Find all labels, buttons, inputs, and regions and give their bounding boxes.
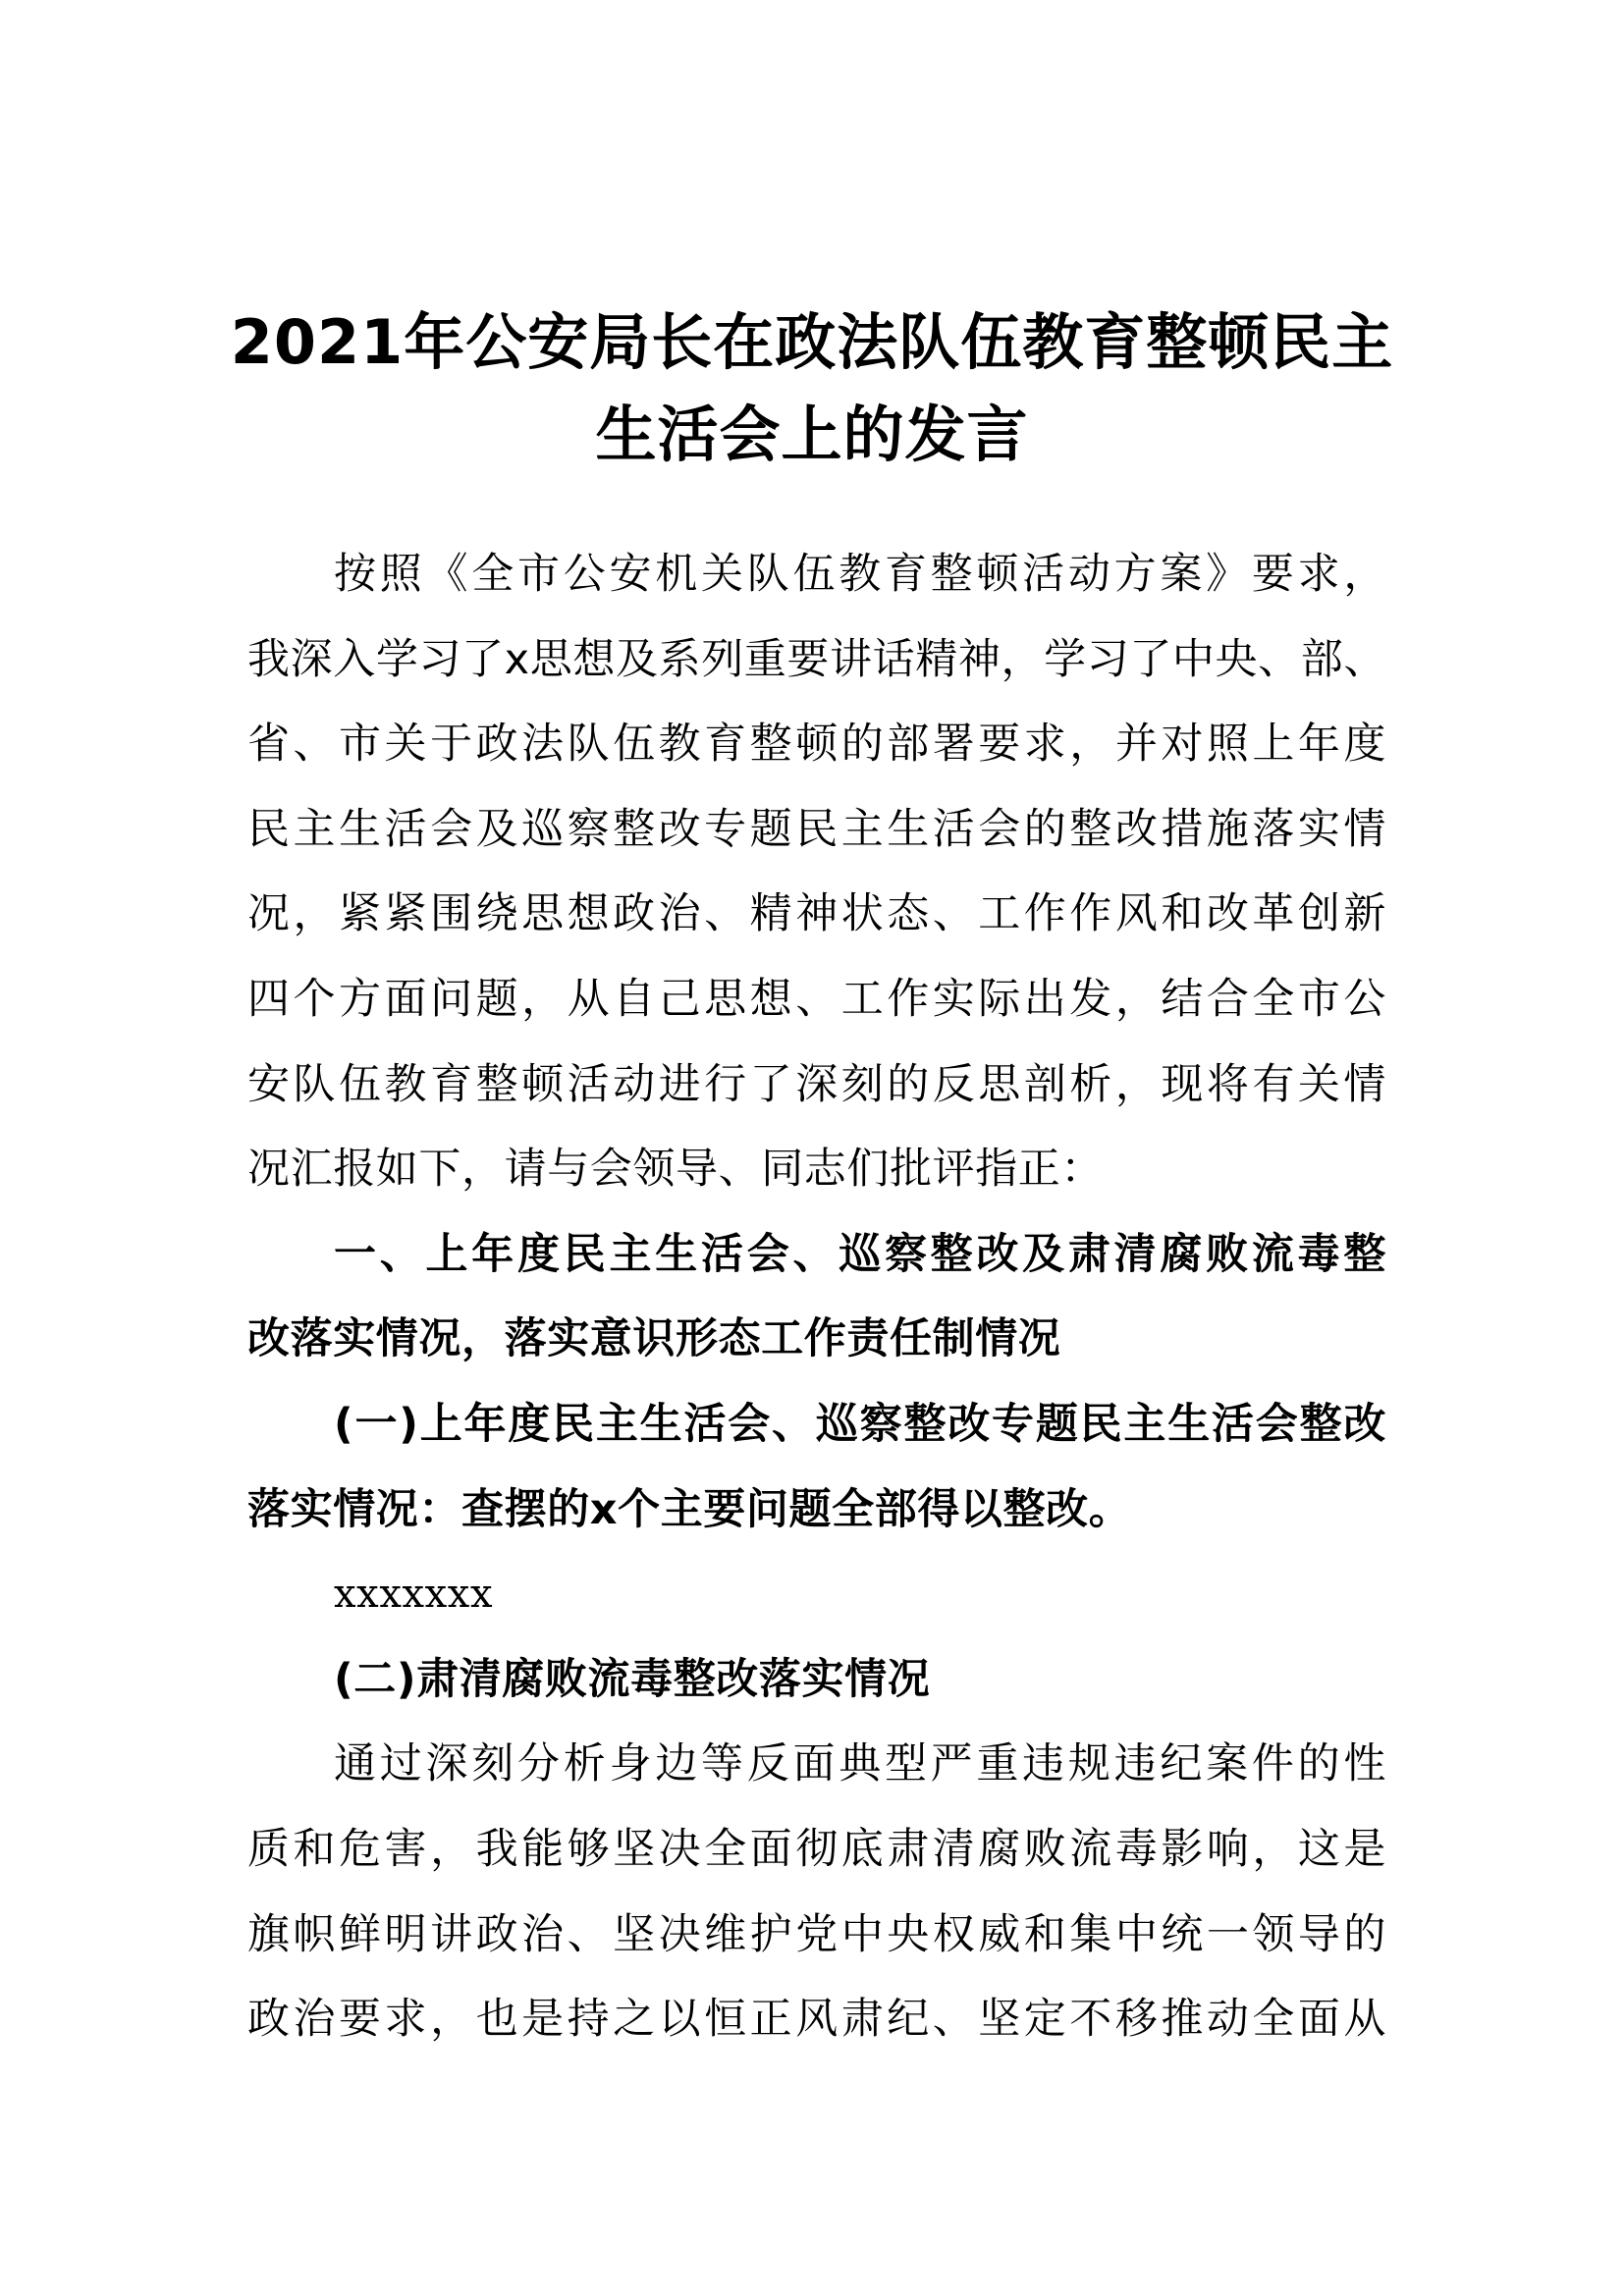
heading-line: (二)肃清腐败流毒整改落实情况 <box>334 1654 931 1704</box>
paragraph-line: 省、市关于政法队伍教育整顿的部署要求，并对照上年度 <box>247 720 1386 770</box>
heading-line: 一、上年度民主生活会、巡察整改及肃清腐败流毒整 <box>334 1229 1386 1279</box>
paragraph-line: 况汇报如下，请与会领导、同志们批评指正： <box>247 1145 1104 1195</box>
heading-line: 改落实情况，落实意识形态工作责任制情况 <box>247 1314 1061 1364</box>
section-heading <box>247 1212 1386 1382</box>
paragraph-line: 况，紧紧围绕思想政治、精神状态、工作作风和改革创新 <box>247 889 1386 939</box>
subsection-heading <box>247 1382 1386 1552</box>
subsection-heading <box>247 1637 1386 1723</box>
paragraph-line: 政治要求，也是持之以恒正风肃纪、坚定不移推动全面从 <box>247 1995 1386 2045</box>
paragraph-line: xxxxxxx <box>334 1572 494 1618</box>
document-title <box>196 296 1428 481</box>
paragraph-line: 四个方面问题，从自己思想、工作实际出发，结合全市公 <box>247 974 1386 1024</box>
document-body <box>247 532 1386 2062</box>
body-paragraph <box>247 1722 1386 2061</box>
title-line: 2021年公安局长在政法队伍教育整顿民主 <box>230 306 1394 378</box>
paragraph-line: 民主生活会及巡察整改专题民主生活会的整改措施落实情 <box>247 804 1386 854</box>
paragraph-line: 通过深刻分析身边等反面典型严重违规违纪案件的性 <box>334 1739 1386 1789</box>
heading-line: (一)上年度民主生活会、巡察整改专题民主生活会整改 <box>334 1399 1386 1449</box>
paragraph-line: 质和危害，我能够坚决全面彻底肃清腐败流毒影响，这是 <box>247 1824 1386 1874</box>
title-line: 生活会上的发言 <box>595 399 1029 470</box>
paragraph-line: 我深入学习了x思想及系列重要讲话精神，学习了中央、部、 <box>247 634 1386 684</box>
intro-paragraph <box>247 532 1386 1212</box>
placeholder-paragraph <box>247 1552 1386 1637</box>
heading-line: 落实情况：查摆的x个主要问题全部得以整改。 <box>247 1484 1132 1534</box>
paragraph-line: 按照《全市公安机关队伍教育整顿活动方案》要求， <box>334 550 1386 599</box>
paragraph-line: 安队伍教育整顿活动进行了深刻的反思剖析，现将有关情 <box>247 1059 1386 1109</box>
paragraph-line: 旗帜鲜明讲政治、坚决维护党中央权威和集中统一领导的 <box>247 1909 1386 1959</box>
